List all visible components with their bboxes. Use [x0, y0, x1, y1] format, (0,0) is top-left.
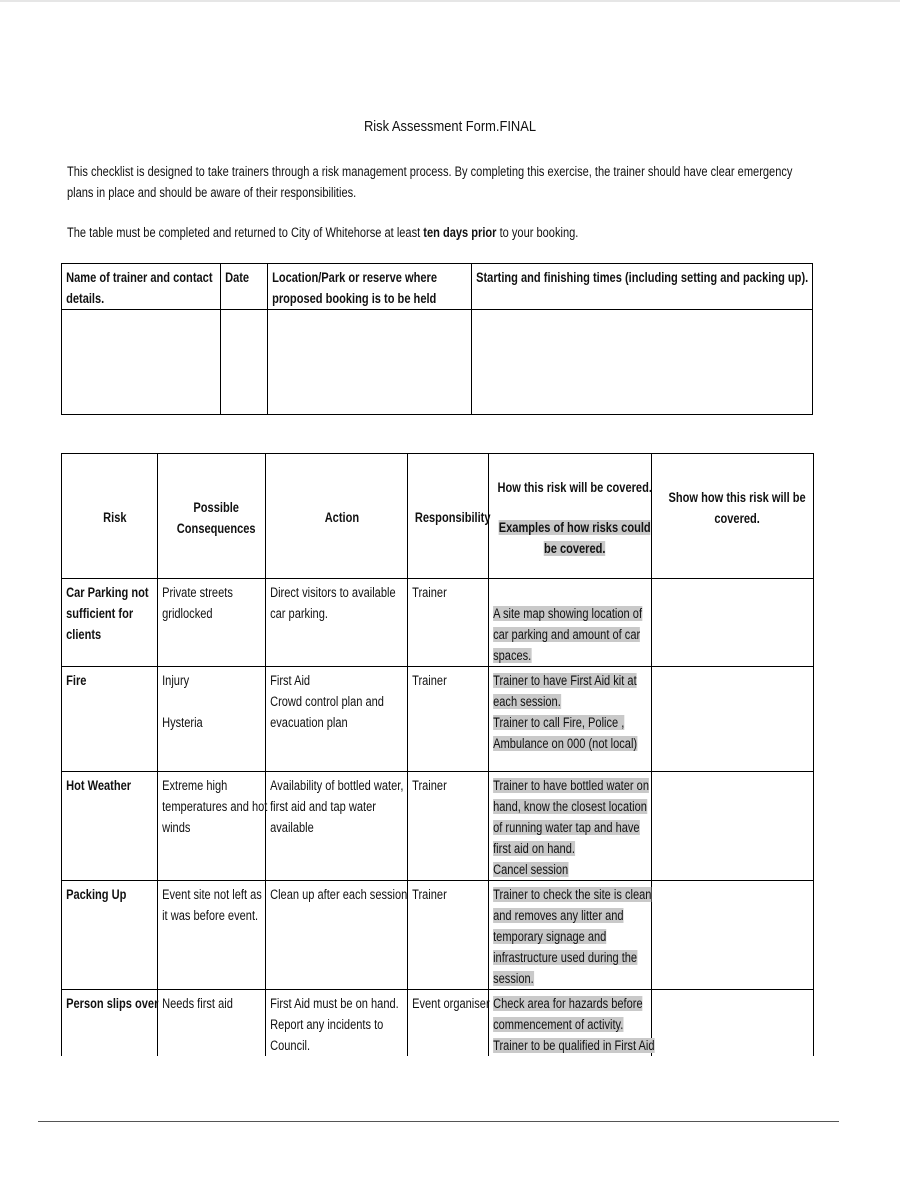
how-covered-label: How this risk will be covered. — [497, 479, 653, 495]
consequences-cell — [158, 579, 266, 667]
risk-name: Hot Weather — [66, 778, 132, 793]
document-title: Risk Assessment Form.FINAL — [363, 118, 537, 135]
date-header: Date — [221, 264, 268, 310]
risk-row — [62, 881, 814, 990]
risk-cell — [62, 881, 158, 990]
action-text: Report any incidents to Council. — [270, 1017, 384, 1053]
responsibility-cell — [408, 990, 489, 1057]
action-text: First Aid — [270, 673, 311, 688]
example-text: Trainer to be qualified in First Aid — [493, 1038, 655, 1053]
example-cell — [489, 667, 652, 772]
consequence-text: Needs first aid — [162, 996, 233, 1011]
risk-row — [62, 772, 814, 881]
responsibility-text: Trainer — [412, 673, 447, 688]
show-how-header: Show how this risk will be covered. — [652, 454, 814, 579]
example-text: Trainer to have bottled water on hand, know the closest location of running water tap and have first aid on hand. — [493, 778, 649, 856]
risk-table-header-row — [62, 454, 814, 579]
responsibility-text: Trainer — [412, 778, 447, 793]
risk-cell — [62, 990, 158, 1057]
trainer-contact-header: Name of trainer and contact details. — [62, 264, 221, 310]
footer-rule — [38, 1121, 839, 1122]
consequence-text: Private streets gridlocked — [162, 585, 233, 621]
responsibility-text: Trainer — [412, 585, 447, 600]
instruction-paragraph — [67, 222, 805, 243]
action-text: Crowd control plan and evacuation plan — [270, 694, 384, 730]
responsibility-cell — [408, 772, 489, 881]
responsibility-cell — [408, 579, 489, 667]
times-header: Starting and finishing times (including setting and packing up). — [472, 264, 813, 310]
consequences-cell — [158, 881, 266, 990]
responsibility-header: Responsibility — [408, 454, 489, 579]
example-text: A site map showing location of car parking and amount of car spaces. — [493, 606, 643, 663]
consequence-text: Event site not left as it was before event. — [162, 887, 262, 923]
risk-cell — [62, 667, 158, 772]
action-cell — [266, 667, 408, 772]
example-cell — [489, 881, 652, 990]
location-field[interactable] — [268, 310, 472, 415]
trainer-contact-field[interactable] — [62, 310, 221, 415]
action-cell — [266, 881, 408, 990]
instruction-text-before: The table must be completed and returned to City of Whitehorse at least — [67, 225, 424, 240]
risk-row — [62, 667, 814, 772]
example-text: Trainer to check the site is clean and removes any litter and temporary signage and infrastructure used during the session. — [493, 887, 652, 986]
examples-label: Examples of how risks could be covered. — [498, 519, 651, 556]
example-cell — [489, 579, 652, 667]
risk-name: Car Parking not sufficient for clients — [66, 585, 149, 642]
example-text: Cancel session — [493, 862, 569, 877]
risk-cell — [62, 579, 158, 667]
consequences-cell — [158, 990, 266, 1057]
responsibility-text: Trainer — [412, 887, 447, 902]
show-how-field[interactable] — [652, 990, 814, 1057]
booking-info-header-row — [62, 264, 813, 310]
example-text: Trainer to have First Aid kit at each session. — [493, 673, 637, 709]
consequences-cell — [158, 772, 266, 881]
example-cell — [489, 990, 655, 1057]
risk-name: Packing Up — [66, 887, 127, 902]
action-header: Action — [266, 454, 408, 579]
intro-paragraph: This checklist is designed to take trainers through a risk management process. By completing this exercise, the trainer should have clear emergency plans in place and should be aware of their responsibilities. — [67, 164, 793, 200]
risk-cell — [62, 772, 158, 881]
action-text: First Aid must be on hand. — [270, 996, 399, 1011]
show-how-field[interactable] — [652, 579, 814, 667]
responsibility-text: Event organiser — [412, 996, 490, 1011]
risk-header: Risk — [62, 454, 158, 579]
how-covered-header — [489, 454, 652, 579]
responsibility-cell — [408, 667, 489, 772]
example-cell — [489, 772, 652, 881]
risk-name: Person slips over — [66, 996, 159, 1011]
page-top-edge — [0, 0, 900, 2]
action-text: Clean up after each session — [270, 887, 408, 902]
consequence-text: Hysteria — [162, 715, 203, 730]
risk-name: Fire — [66, 673, 87, 688]
example-text: Check area for hazards before commencement of activity. — [493, 996, 643, 1032]
action-text: Direct visitors to available car parking. — [270, 585, 396, 621]
consequences-header: Possible Consequences — [158, 454, 266, 579]
action-cell — [266, 990, 408, 1057]
date-field[interactable] — [221, 310, 268, 415]
show-how-field[interactable] — [652, 667, 814, 772]
instruction-deadline: ten days prior — [423, 225, 497, 240]
action-cell — [266, 772, 408, 881]
consequence-text: Extreme high temperatures and hot winds — [162, 778, 268, 835]
risk-row — [62, 579, 814, 667]
risk-row — [62, 990, 814, 1057]
action-text: Availability of bottled water, first aid and tap water available — [270, 778, 404, 835]
example-text: Trainer to call Fire, Police , Ambulance on 000 (not local) — [493, 715, 638, 751]
times-field[interactable] — [472, 310, 813, 415]
responsibility-cell — [408, 881, 489, 990]
instruction-text-after: to your booking. — [496, 225, 579, 240]
location-header: Location/Park or reserve where proposed booking is to be held — [268, 264, 472, 310]
consequence-text: Injury — [162, 673, 190, 688]
consequences-cell — [158, 667, 266, 772]
booking-info-table — [61, 263, 813, 415]
booking-info-entry-row — [62, 310, 813, 415]
show-how-field[interactable] — [652, 772, 814, 881]
action-cell — [266, 579, 408, 667]
show-how-field[interactable] — [652, 881, 814, 990]
risk-assessment-table — [61, 453, 814, 1056]
